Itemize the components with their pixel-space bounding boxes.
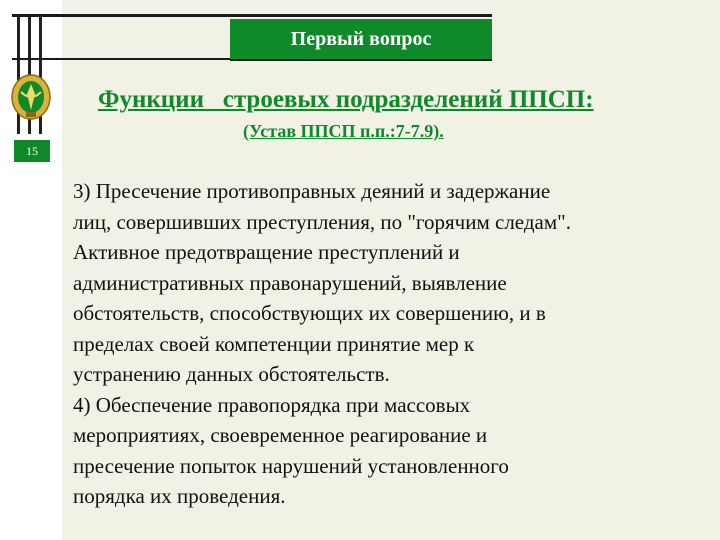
title-bar — [230, 19, 492, 59]
slide-title: Первый вопрос — [290, 27, 432, 50]
body-line: лиц, совершивших преступления, по "горячим следам". — [73, 209, 571, 234]
police-emblem-icon — [10, 72, 52, 122]
body-line: устранению данных обстоятельств. — [73, 362, 390, 386]
body-line: 4) Обеспечение правопорядка при массовых — [73, 392, 471, 417]
body-line: 3) Пресечение противоправных деяний и задержание — [73, 179, 551, 203]
top-divider-line — [12, 14, 492, 17]
left-divider-line — [12, 58, 230, 60]
slide-heading: Функции строевых подразделений ППСП: — [98, 86, 594, 113]
body-line: пределах своей компетенции принятие мер к — [73, 331, 475, 356]
body-line: мероприятиях, своевременное реагирование и — [73, 423, 488, 447]
body-line: пресечение попыток нарушений установленного — [73, 453, 509, 478]
slide-subheading: (Устав ППСП п.п.:7-7.9). — [243, 121, 444, 141]
body-text — [73, 176, 703, 512]
body-line: обстоятельств, способствующих их совершению, и в — [73, 301, 546, 325]
body-line: порядка их проведения. — [73, 484, 286, 508]
body-line: Активное предотвращение преступлений и — [73, 240, 460, 264]
body-line: административных правонарушений, выявление — [73, 270, 507, 295]
page-number: 15 — [14, 140, 50, 162]
